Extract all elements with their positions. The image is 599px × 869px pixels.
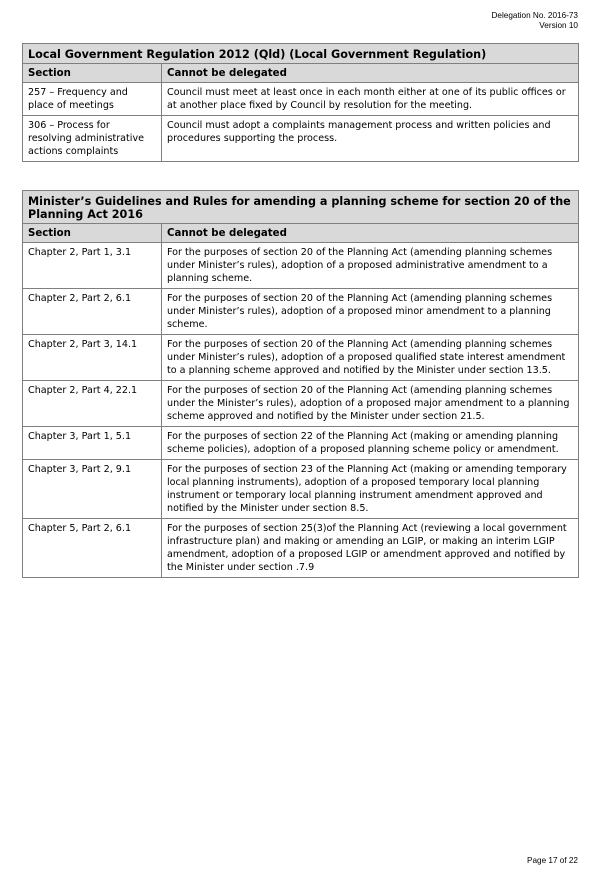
description-cell: For the purposes of section 20 of the Planning Act (amending planning schemes under Minister’s rules), adoption of a proposed qualified state interest amendment to a planning scheme approved and notified by the Minister under section 13.5. xyxy=(162,335,579,381)
description-cell: For the purposes of section 20 of the Planning Act (amending planning schemes under Minister’s rules), adoption of a proposed minor amendment to a planning scheme. xyxy=(162,289,579,335)
description-cell: For the purposes of section 23 of the Planning Act (making or amending temporary local planning instruments), adoption of a proposed temporary local planning instrument or temporary local planning instrument amendment approved and notified by the Minister under section 8.5. xyxy=(162,460,579,519)
column-header-section: Section xyxy=(23,224,162,243)
description-cell: For the purposes of section 22 of the Planning Act (making or amending planning scheme policies), adoption of a proposed planning scheme policy or amendment. xyxy=(162,427,579,460)
table-row xyxy=(23,243,579,289)
section-cell: 306 – Process for resolving administrative actions complaints xyxy=(23,116,162,162)
section-cell: Chapter 2, Part 3, 14.1 xyxy=(23,335,162,381)
column-header-cannot-be-delegated: Cannot be delegated xyxy=(162,224,579,243)
table-row xyxy=(23,83,579,116)
ministers-guidelines-table xyxy=(22,190,579,578)
section-cell: Chapter 2, Part 1, 3.1 xyxy=(23,243,162,289)
table-row xyxy=(23,335,579,381)
table-row xyxy=(23,519,579,578)
section-cell: Chapter 3, Part 1, 5.1 xyxy=(23,427,162,460)
description-cell: For the purposes of section 25(3)of the Planning Act (reviewing a local government infrastructure plan) and making or amending an LGIP, or making an interim LGIP amendment, adoption of a proposed LGIP or amendment approved and notified by the Minister under section .7.9 xyxy=(162,519,579,578)
column-header-cannot-be-delegated: Cannot be delegated xyxy=(162,64,579,83)
section-cell: Chapter 2, Part 2, 6.1 xyxy=(23,289,162,335)
description-cell: For the purposes of section 20 of the Planning Act (amending planning schemes under the Minister’s rules), adoption of a proposed major amendment to a planning scheme approved and notified by the Minister under section 21.5. xyxy=(162,381,579,427)
table-row xyxy=(23,427,579,460)
column-header-section: Section xyxy=(23,64,162,83)
page-number: Page 17 of 22 xyxy=(527,856,578,865)
version-label: Version 10 xyxy=(539,21,578,30)
description-cell: Council must meet at least once in each month either at one of its public offices or at another place fixed by Council by resolution for the meeting. xyxy=(162,83,579,116)
table-row xyxy=(23,116,579,162)
section-cell: Chapter 3, Part 2, 9.1 xyxy=(23,460,162,519)
table-row xyxy=(23,289,579,335)
table-title: Minister’s Guidelines and Rules for amending a planning scheme for section 20 of the Planning Act 2016 xyxy=(23,191,579,224)
description-cell: Council must adopt a complaints management process and written policies and procedures supporting the process. xyxy=(162,116,579,162)
section-cell: Chapter 2, Part 4, 22.1 xyxy=(23,381,162,427)
delegation-number: Delegation No. 2016-73 xyxy=(491,11,578,20)
table-title: Local Government Regulation 2012 (Qld) (Local Government Regulation) xyxy=(23,44,579,64)
local-government-regulation-table xyxy=(22,43,579,162)
document-reference xyxy=(492,11,579,31)
table-row xyxy=(23,460,579,519)
description-cell: For the purposes of section 20 of the Planning Act (amending planning schemes under Minister’s rules), adoption of a proposed administrative amendment to a planning scheme. xyxy=(162,243,579,289)
section-cell: Chapter 5, Part 2, 6.1 xyxy=(23,519,162,578)
section-cell: 257 – Frequency and place of meetings xyxy=(23,83,162,116)
table-row xyxy=(23,381,579,427)
